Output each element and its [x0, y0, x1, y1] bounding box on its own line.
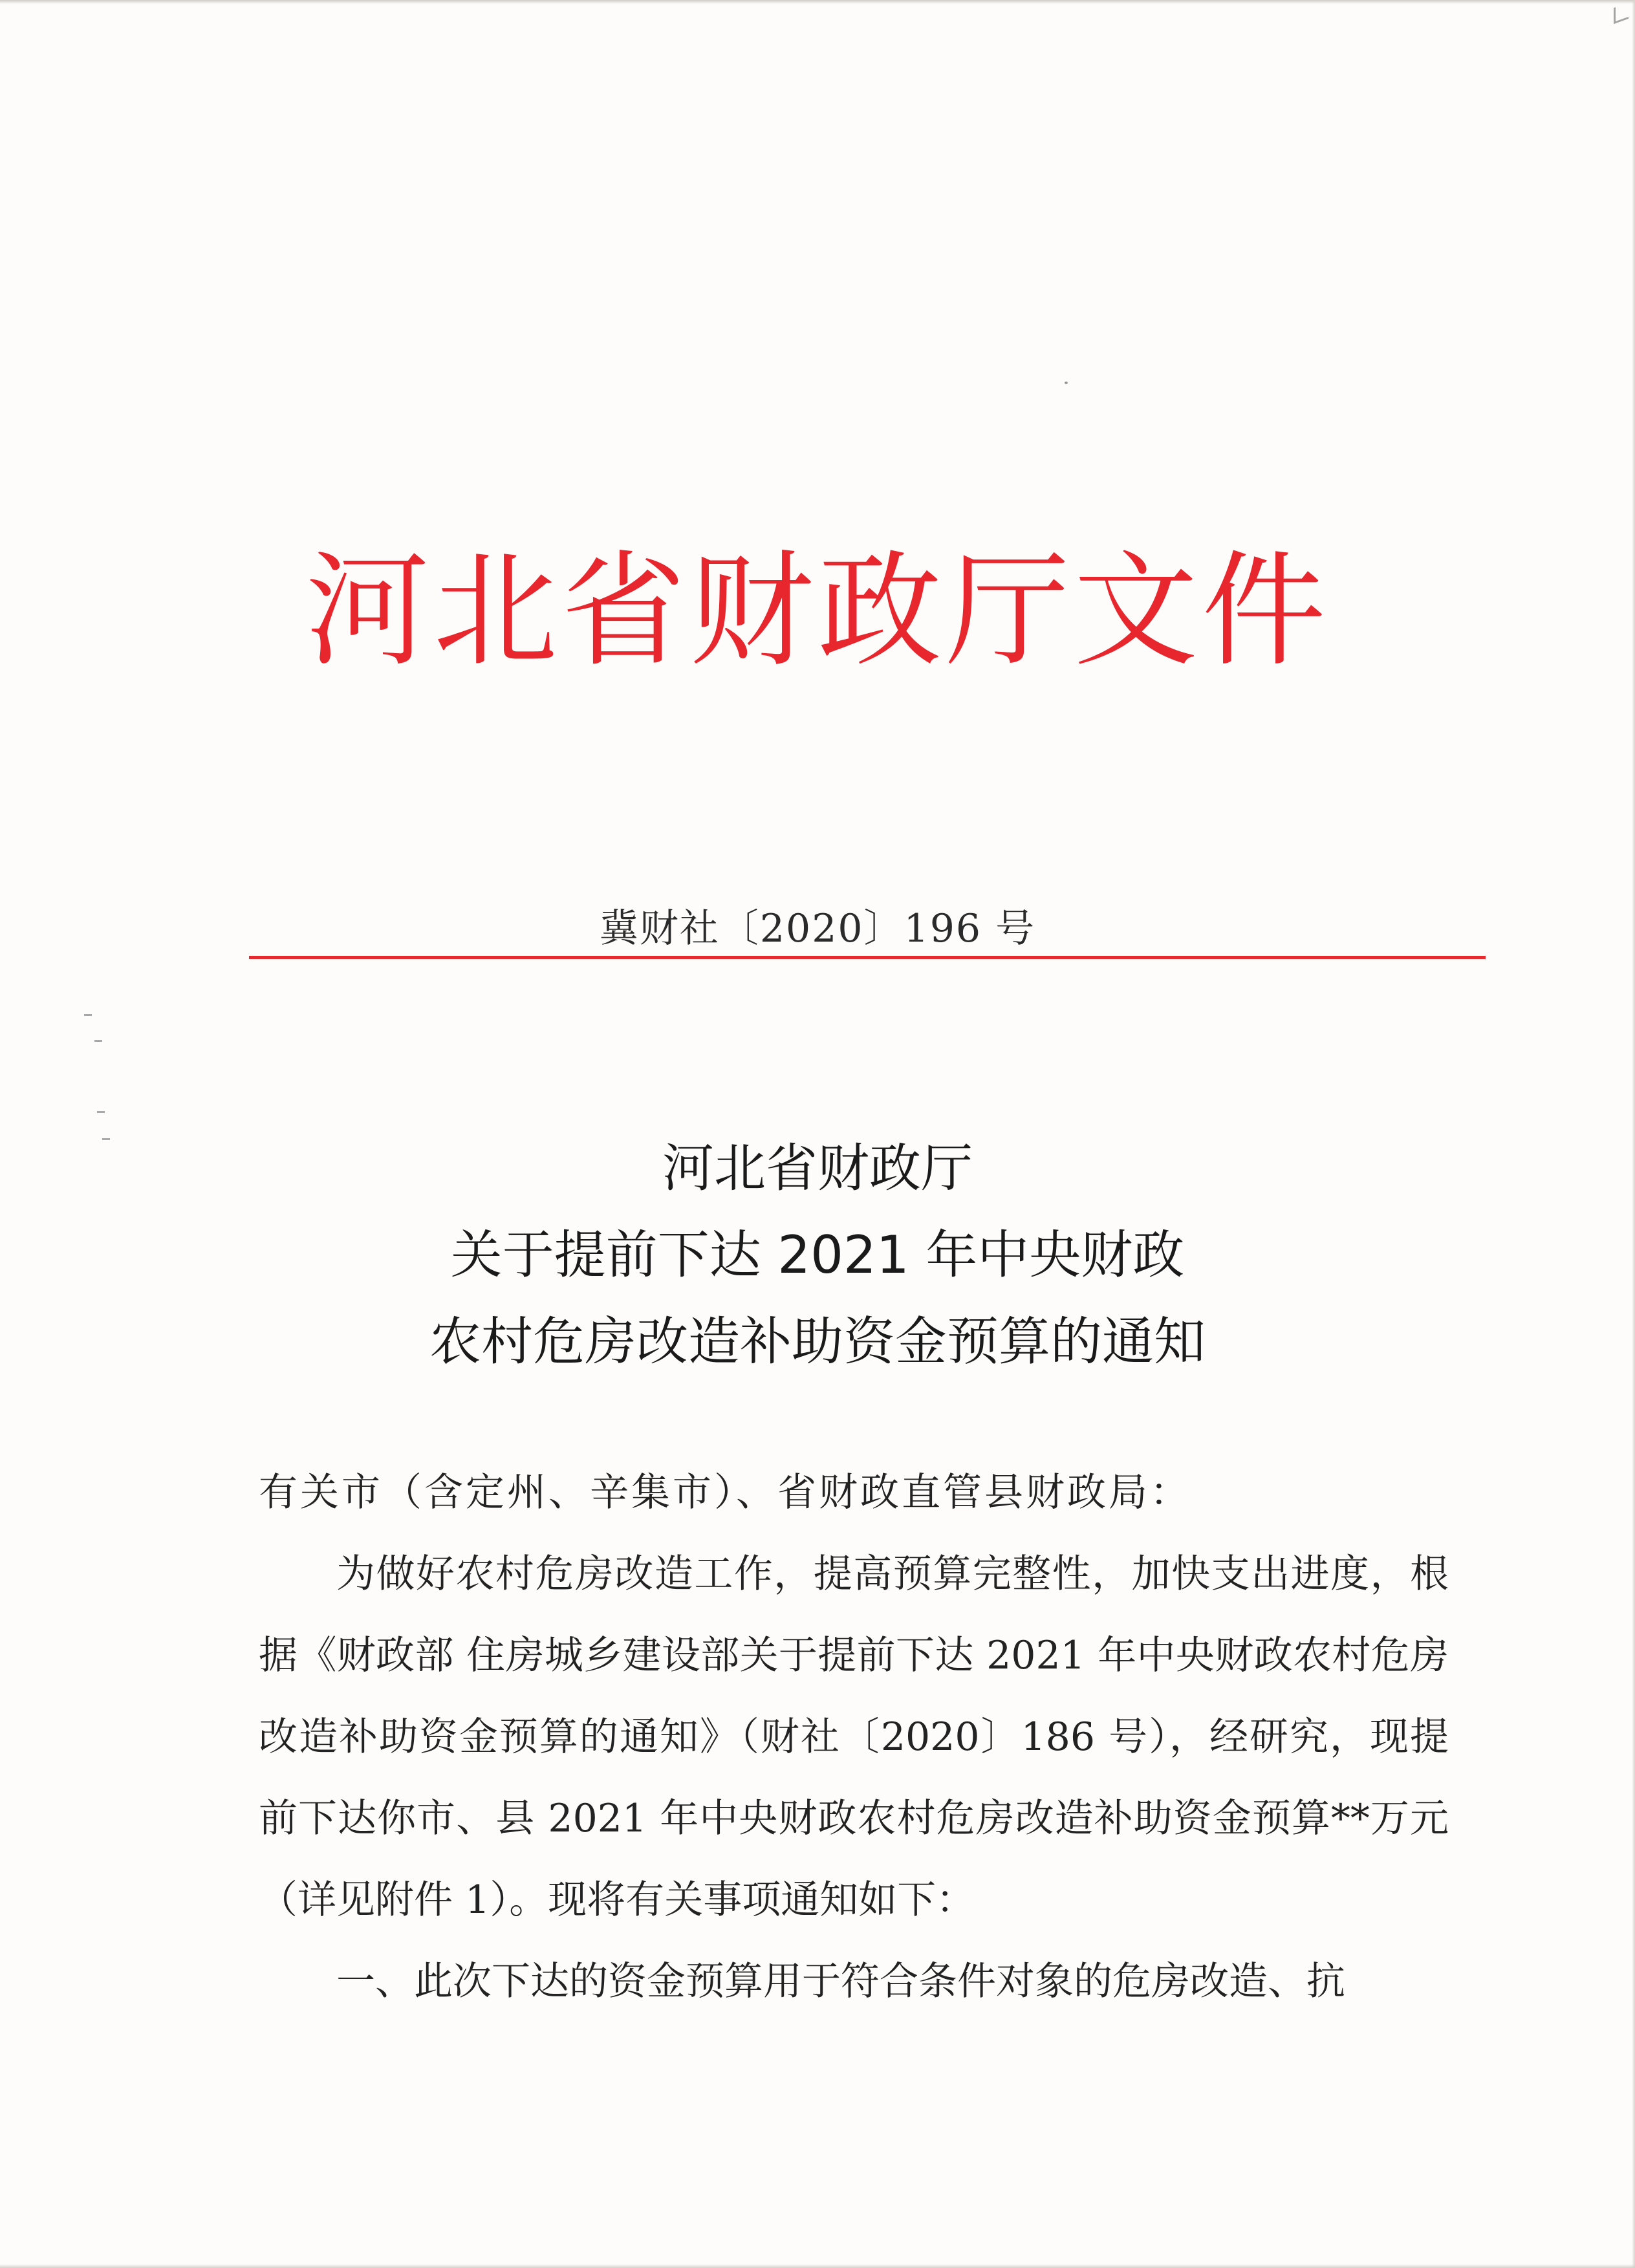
title-line-1: 河北省财政厅	[662, 1138, 973, 1198]
scan-edge-top	[0, 0, 1635, 4]
document-masthead: 河北省财政厅文件	[305, 539, 1330, 684]
red-separator-rule	[249, 956, 1486, 959]
binding-hole-mark	[97, 1111, 105, 1113]
corner-fold-mark	[1614, 3, 1629, 24]
salutation: 有关市（含定州、辛集市）、省财政直管县财政局：	[259, 1470, 1191, 1515]
title-line-3: 农村危房改造补助资金预算的通知	[429, 1312, 1206, 1372]
title-line-2: 关于提前下达 2021 年中央财政	[450, 1225, 1185, 1285]
binding-hole-mark	[94, 1040, 102, 1042]
binding-hole-mark	[84, 1014, 92, 1016]
body-paragraph-1: 为做好农村危房改造工作，提高预算完整性，加快支出进度，根据《财政部 住房城乡建设部关于提前下达 2021 年中央财政农村危房改造补助资金预算的通知》（财社〔2020〕186 号），经研究，现提前下达你市、县 2021 年中央财政农村危房改造补助资金预算**万元（详见附件 1）。现将有关事项通知如下：	[259, 1551, 1449, 1923]
scan-edge-bottom	[0, 2264, 1635, 2268]
body-paragraph-2: 一、此次下达的资金预算用于符合条件对象的危房改造、抗	[336, 1959, 1345, 2004]
document-number: 冀财社〔2020〕196 号	[599, 906, 1036, 951]
document-title	[0, 1125, 1635, 1385]
document-body	[259, 1452, 1449, 2022]
scan-speck	[1065, 382, 1068, 384]
